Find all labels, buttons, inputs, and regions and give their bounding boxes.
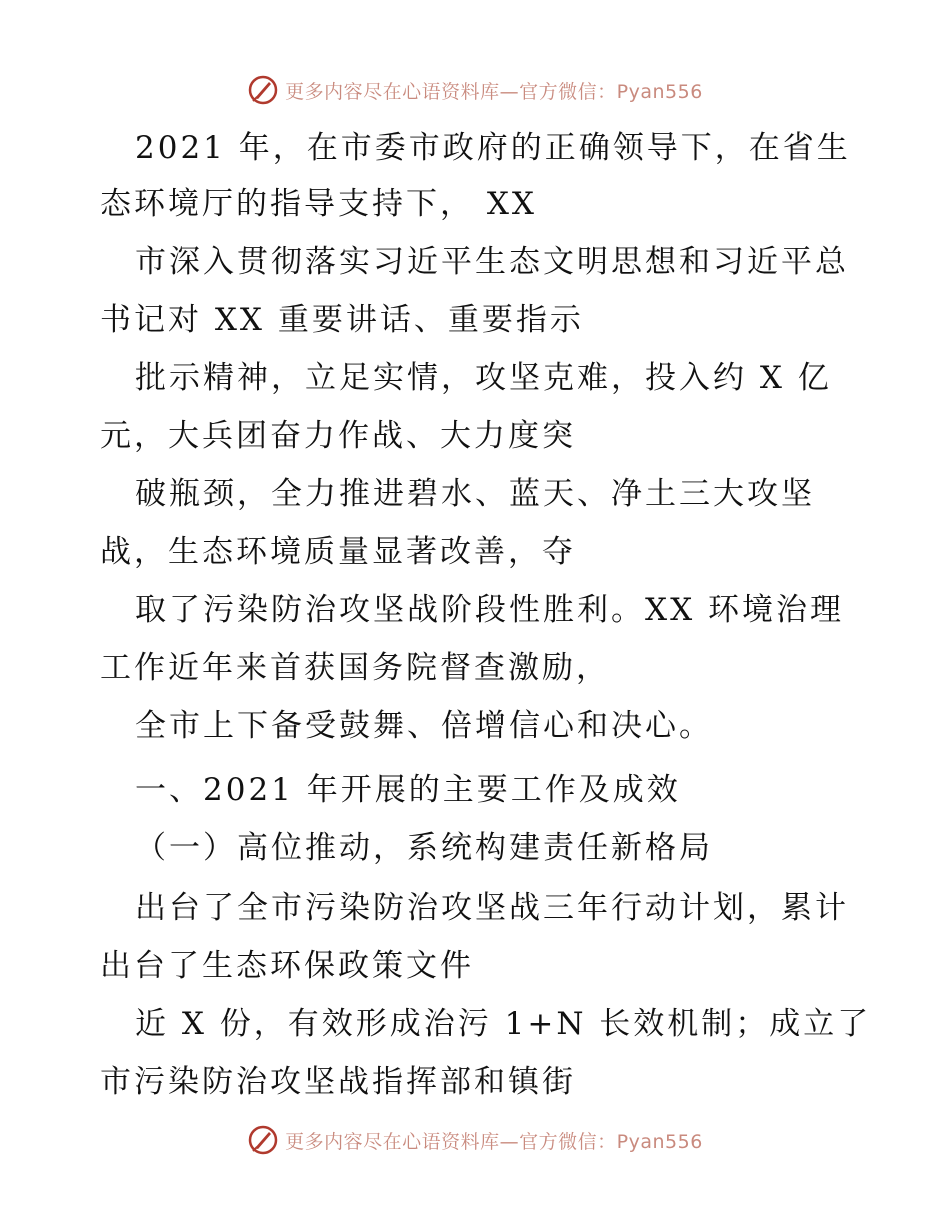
- paragraph-line: 市深入贯彻落实习近平生态文明思想和习近平总: [135, 244, 849, 280]
- watermark-text: 更多内容尽在心语资料库—官方微信：Pyan556: [285, 1130, 703, 1153]
- footer-watermark: [0, 1120, 950, 1160]
- feather-pen-logo-icon: [247, 74, 279, 106]
- paragraph-line: 工作近年来首获国务院督查激励，: [100, 650, 610, 686]
- header-watermark: [0, 70, 950, 110]
- paragraph-line: 全市上下备受鼓舞、倍增信心和决心。: [135, 708, 713, 744]
- paragraph-line: 书记对 XX 重要讲话、重要指示: [100, 302, 584, 338]
- paragraph-line: 战，生态环境质量显著改善，夺: [100, 534, 576, 570]
- section-heading: 一、2021 年开展的主要工作及成效: [135, 772, 681, 808]
- paragraph-line: 出台了生态环保政策文件: [100, 948, 474, 984]
- paragraph-line: 2021 年，在市委市政府的正确领导下，在省生: [135, 130, 851, 166]
- paragraph-line: 近 X 份，有效形成治污 1+N 长效机制；成立了: [135, 1006, 872, 1042]
- subsection-heading: （一）高位推动，系统构建责任新格局: [135, 830, 713, 866]
- feather-pen-logo-icon: [247, 1124, 279, 1156]
- paragraph-line: 市污染防治攻坚战指挥部和镇街: [100, 1064, 576, 1100]
- paragraph-line: 态环境厅的指导支持下， XX: [100, 186, 537, 222]
- paragraph-line: 取了污染防治攻坚战阶段性胜利。XX 环境治理: [135, 592, 844, 628]
- paragraph-line: 出台了全市污染防治攻坚战三年行动计划，累计: [135, 890, 849, 926]
- paragraph-line: 元，大兵团奋力作战、大力度突: [100, 418, 576, 454]
- watermark-text: 更多内容尽在心语资料库—官方微信：Pyan556: [285, 80, 703, 103]
- paragraph-line: 批示精神，立足实情，攻坚克难，投入约 X 亿: [135, 360, 832, 396]
- paragraph-line: 破瓶颈，全力推进碧水、蓝天、净土三大攻坚: [135, 476, 815, 512]
